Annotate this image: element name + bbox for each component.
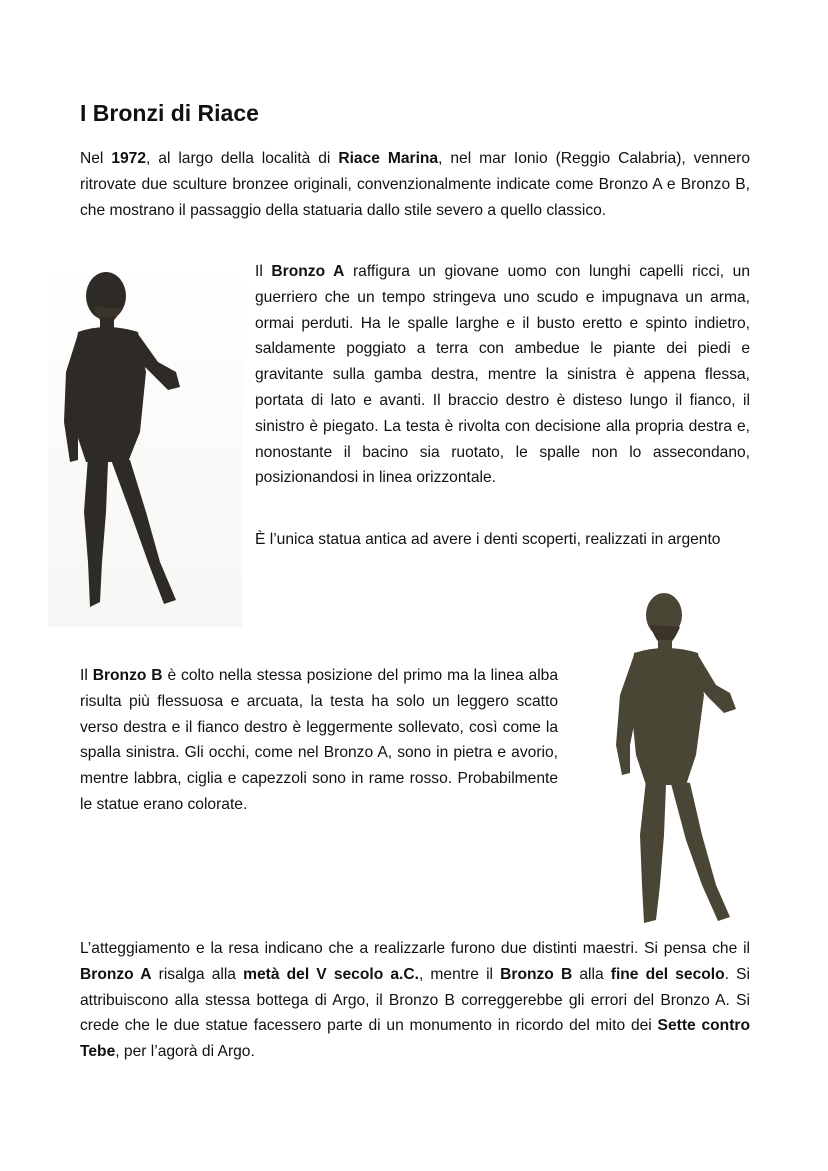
- bold-text: Bronzo A: [271, 263, 345, 280]
- text-segment: alla: [572, 965, 611, 983]
- text-segment: . Si attribuiscono alla stessa bottega di Argo, il Bronzo B correggerebbe gli errori del Bronzo A. Si crede che le due statue facessero parte di un monumento in ricordo del mito dei: [80, 965, 750, 1035]
- text-segment: L’atteggiamento e la resa indicano che a realizzarle furono due distinti maestri. Si pensa che il: [80, 940, 750, 957]
- text-segment: , al largo della località di: [146, 150, 339, 167]
- text-segment: Il: [80, 667, 93, 684]
- text-segment: È l’unica statua antica ad avere i denti scoperti, realizzati in argento: [255, 531, 721, 548]
- bold-text: 1972: [111, 150, 147, 167]
- bronzo-b-description: [80, 663, 558, 818]
- bold-text: Riace Marina: [338, 150, 439, 167]
- bold-text: Bronzo B: [92, 667, 163, 684]
- bronzo-a-teeth-note: [255, 527, 750, 553]
- bold-text: Sette contro Tebe: [80, 1017, 750, 1061]
- text-segment: Il: [255, 263, 272, 280]
- text-segment: è colto nella stessa posizione del primo ma la linea alba risulta più flessuosa e arcuata, la testa ha solo un leggero scatto verso destra e il fianco destro è leggermente sollevato, così come la spalla sinistra. Gli occhi, come nel Bronzo A, sono in pietra e avorio, mentre labbra, ciglia e capezzoli sono in rame rosso. Probabilmente le statue erano colorate.: [80, 667, 559, 813]
- bronzo-b-image: [598, 585, 764, 933]
- bold-text: Bronzo A: [80, 965, 152, 983]
- text-segment: , nel mar Ionio (Reggio Calabria), vennero ritrovate due sculture bronzee originali, convenzionalmente indicate come Bronzo A e Bronzo B, che mostrano il passaggio della statuaria dallo stile severo a quello classico.: [80, 150, 750, 219]
- bronzo-a-image: [48, 262, 242, 627]
- text-segment: Nel: [80, 150, 112, 167]
- intro-paragraph: [80, 146, 750, 223]
- bold-text: metà del V secolo a.C.: [243, 965, 419, 983]
- bronzo-a-description: [255, 259, 750, 491]
- text-segment: , mentre il: [418, 965, 501, 983]
- text-segment: , per l’agorà di Argo.: [115, 1043, 255, 1061]
- bold-text: Bronzo B: [500, 965, 573, 983]
- conclusion-paragraph: [80, 936, 750, 1065]
- text-segment: risalga alla: [151, 965, 244, 983]
- bold-text: fine del secolo: [610, 965, 725, 983]
- text-segment: raffigura un giovane uomo con lunghi capelli ricci, un guerriero che un tempo stringeva uno scudo e impugnava un arma, ormai perduti. Ha le spalle larghe e il busto eretto e spinto indietro, saldamente poggiato a terra con ambedue le piante dei piedi e gravitante sulla gamba destra, mentre la sinistra è appena flessa, portata di lato e avanti. Il braccio destro è disteso lungo il fianco, il sinistro è piegato. La testa è rivolta con decisione alla propria destra e, nonostante il bacino sia ruotato, le spalle non lo assecondano, posizionandosi in linea orizzontale.: [255, 263, 750, 487]
- page-title: I Bronzi di Riace: [80, 100, 259, 126]
